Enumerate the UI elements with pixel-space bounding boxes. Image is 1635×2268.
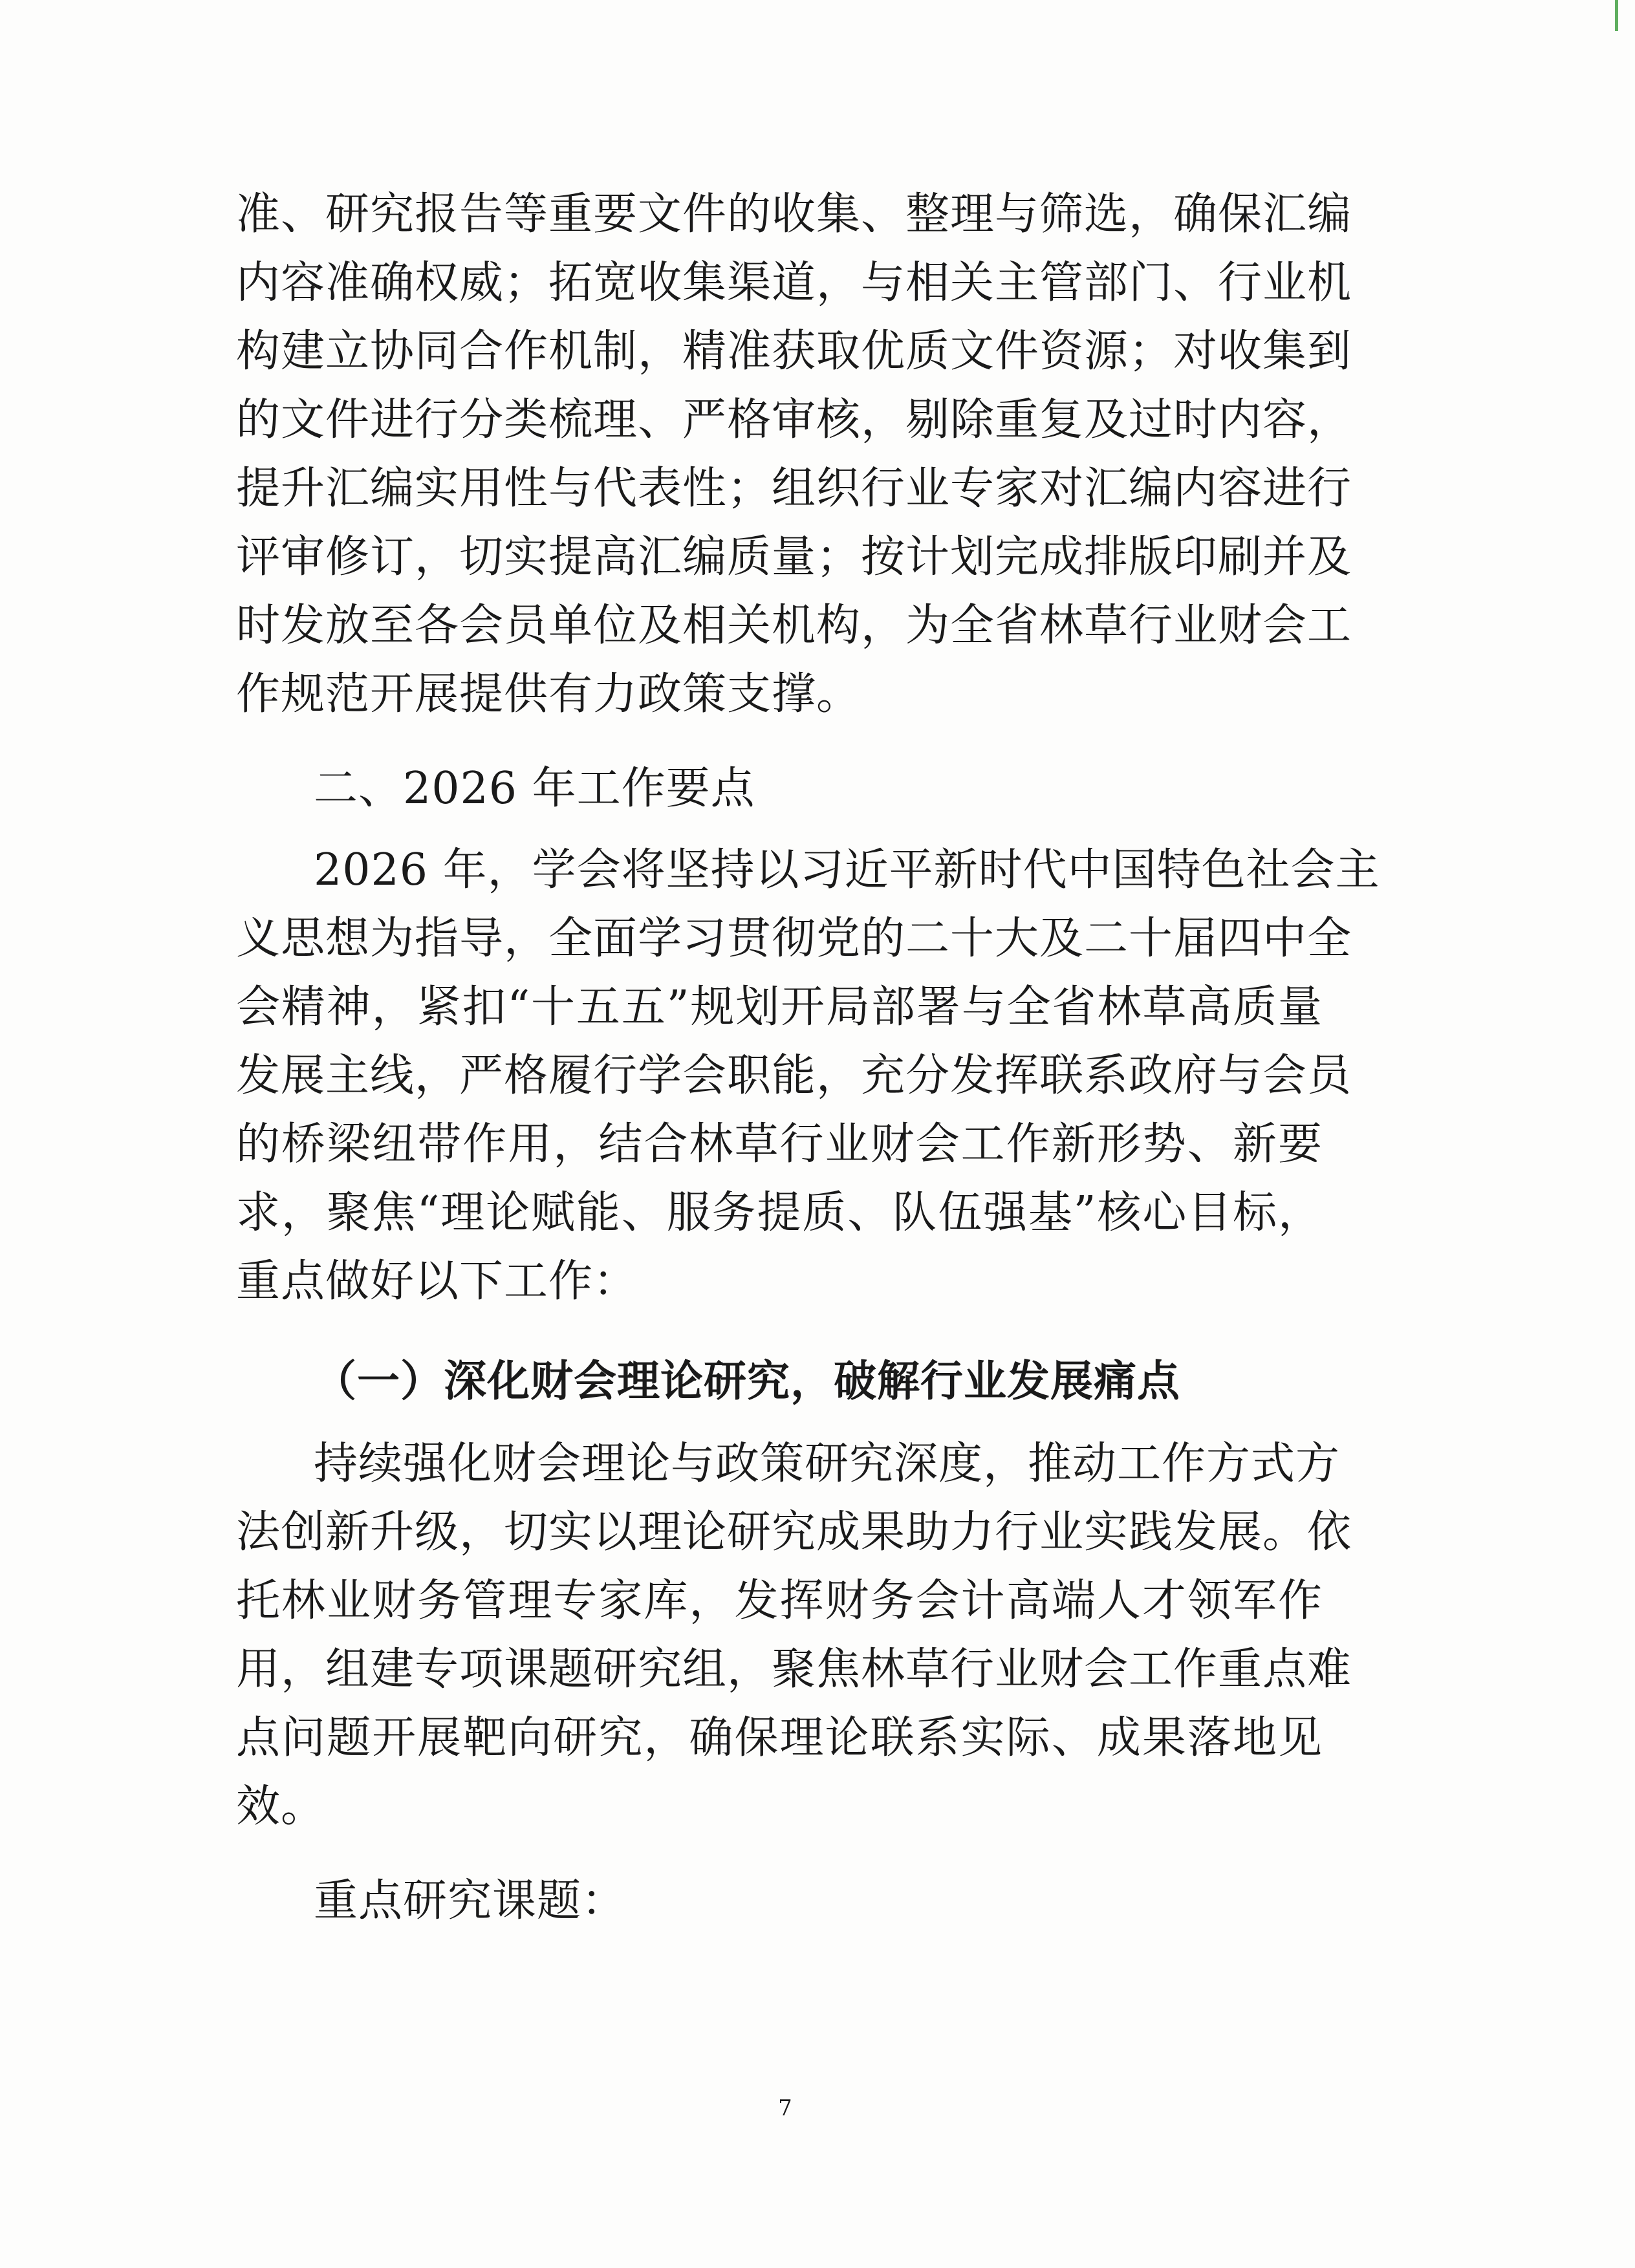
paragraph-line: 2026 年，学会将坚持以习近平新时代中国特色社会主 xyxy=(314,845,1380,896)
paragraph-line: 时发放至各会员单位及相关机构，为全省林草行业财会工 xyxy=(236,600,1352,651)
subsection-heading: （一）深化财会理论研究，破解行业发展痛点 xyxy=(314,1356,1180,1406)
paragraph-line: 法创新升级，切实以理论研究成果助力行业实践发展。依 xyxy=(236,1507,1352,1558)
paragraph-line: 义思想为指导，全面学习贯彻党的二十大及二十届四中全 xyxy=(236,913,1352,964)
paragraph-line: 准、研究报告等重要文件的收集、整理与筛选，确保汇编 xyxy=(236,189,1352,240)
paragraph-line: 的桥梁纽带作用，结合林草行业财会工作新形势、新要 xyxy=(236,1119,1323,1170)
paragraph-line: 托林业财务管理专家库，发挥财务会计高端人才领军作 xyxy=(236,1575,1323,1626)
topics-label: 重点研究课题： xyxy=(314,1875,627,1927)
paragraph-line: 提升汇编实用性与代表性；组织行业专家对汇编内容进行 xyxy=(236,463,1352,514)
page-number: 7 xyxy=(778,2095,792,2121)
paragraph-line: 求，聚焦“理论赋能、服务提质、队伍强基”核心目标， xyxy=(236,1187,1323,1238)
paragraph-line: 作规范开展提供有力政策支撑。 xyxy=(236,669,861,720)
paragraph-line: 内容准确权威；拓宽收集渠道，与相关主管部门、行业机 xyxy=(236,257,1352,308)
section-heading: 二、2026 年工作要点 xyxy=(314,763,755,814)
paragraph-line: 点问题开展靶向研究，确保理论联系实际、成果落地见 xyxy=(236,1712,1323,1764)
paragraph-line: 发展主线，严格履行学会职能，充分发挥联系政府与会员 xyxy=(236,1050,1352,1101)
paragraph-line: 重点做好以下工作： xyxy=(236,1256,638,1307)
paragraph-line: 持续强化财会理论与政策研究深度，推动工作方式方 xyxy=(314,1438,1341,1489)
paragraph-line: 构建立协同合作机制，精准获取优质文件资源；对收集到 xyxy=(236,326,1352,377)
paragraph-line: 会精神，紧扣“十五五”规划开局部署与全省林草高质量 xyxy=(236,982,1323,1033)
paragraph-line: 的文件进行分类梳理、严格审核，剔除重复及过时内容， xyxy=(236,394,1352,446)
paragraph-line: 用，组建专项课题研究组，聚焦林草行业财会工作重点难 xyxy=(236,1644,1352,1695)
scan-edge-mark xyxy=(1615,0,1618,31)
paragraph-line: 效。 xyxy=(236,1781,326,1832)
paragraph-line: 评审修订，切实提高汇编质量；按计划完成排版印刷并及 xyxy=(236,532,1352,583)
